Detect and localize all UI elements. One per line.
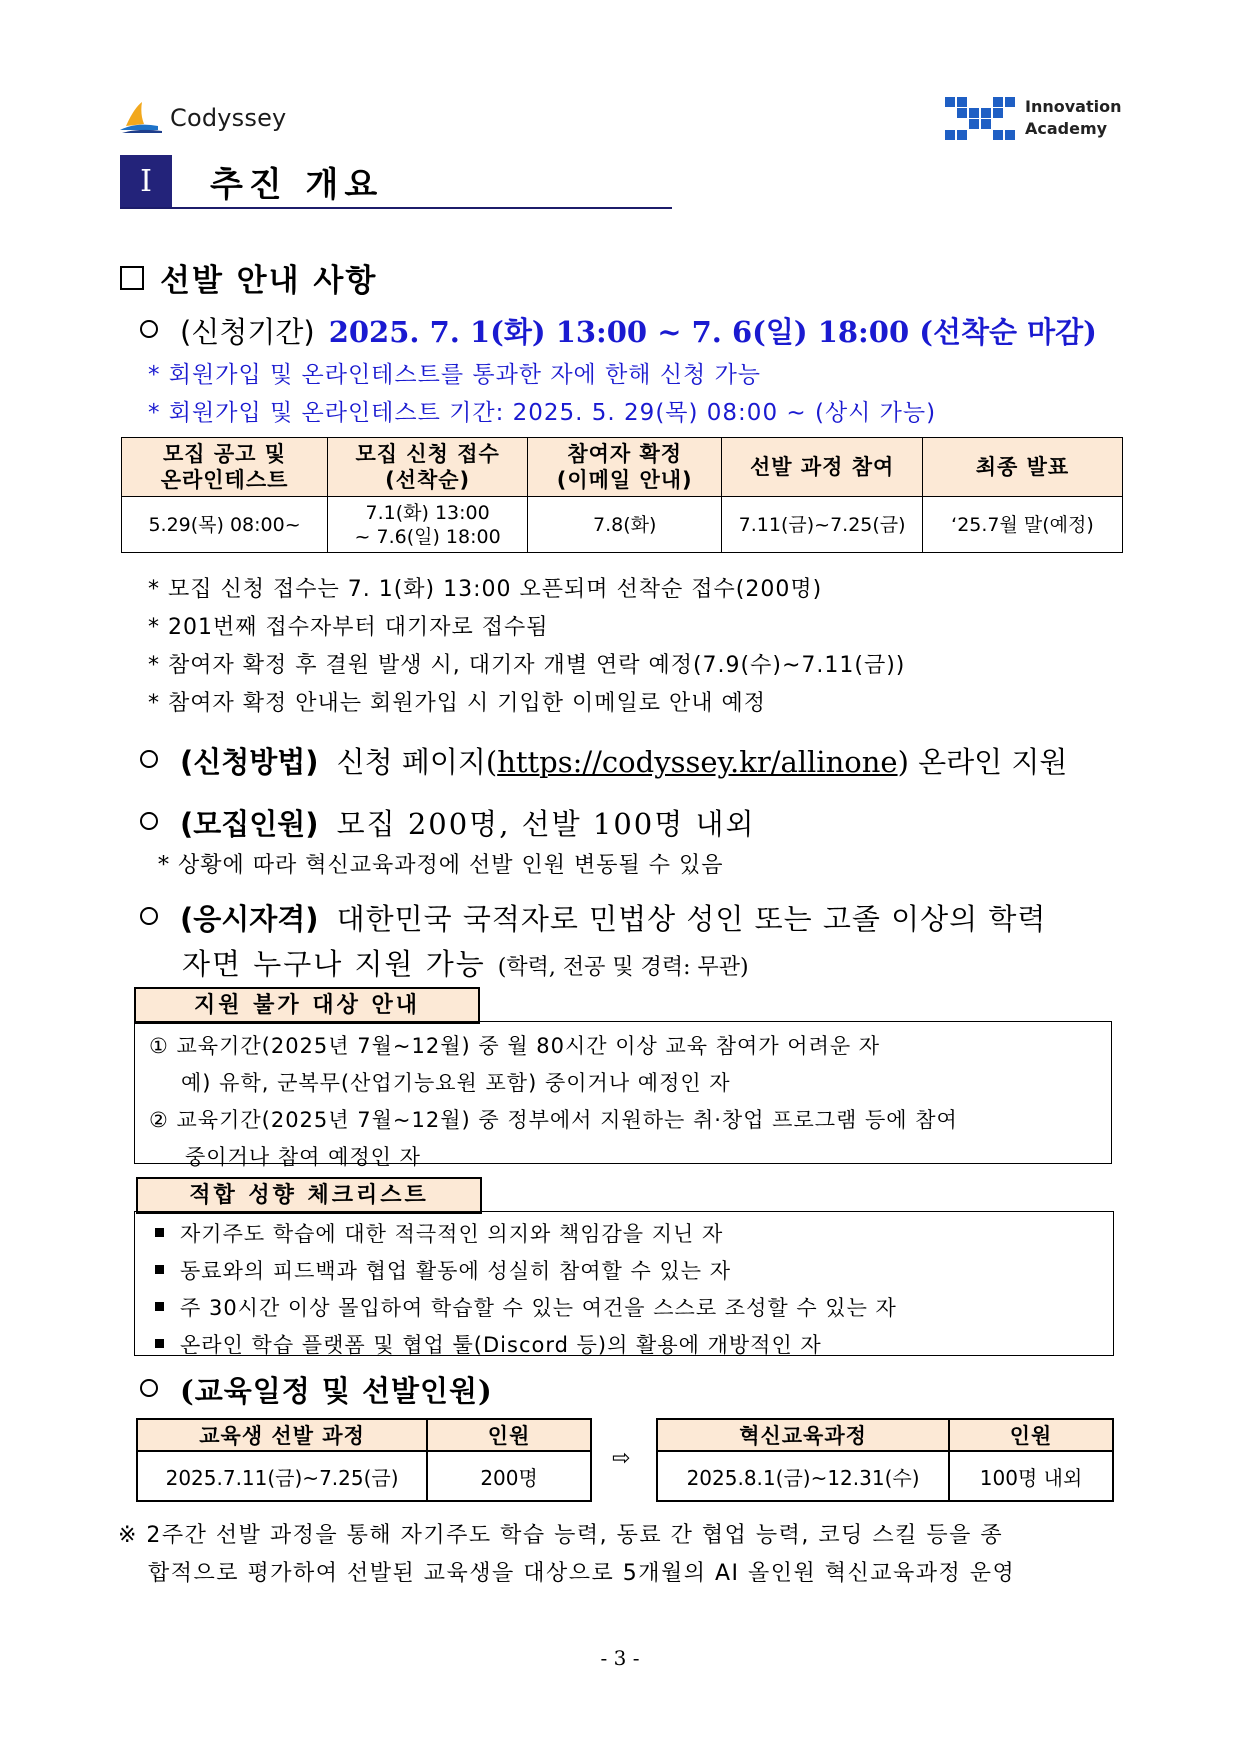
page-number: - 3 - [600,1646,640,1670]
period-label: (신청기간) [180,315,315,349]
table-header: 인원 [427,1419,591,1451]
schedule-cell: 7.1(화) 13:00 ~ 7.6(일) 18:00 [328,497,528,553]
checklist-title: 적합 성향 체크리스트 [136,1177,482,1214]
schedule-note: * 참여자 확정 후 결원 발생 시, 대기자 개별 연락 예정(7.9(수)~7.11(금)) [148,653,906,678]
table-cell: 2025.8.1(금)~12.31(수) [657,1451,949,1501]
recruit-label: (모집인원) [180,807,319,841]
ineligible-title: 지원 불가 대상 안내 [134,987,480,1024]
ineligible-line: 예) 유학, 군복무(산업기능요원 포함) 중이거나 예정인 자 [181,1070,731,1095]
schedule-cell: 7.11(금)~7.25(금) [722,497,923,553]
circle-bullet-icon [140,750,158,768]
ineligible-line: 중이거나 참여 예정인 자 [185,1144,421,1169]
eligibility-line1: 대한민국 국적자로 민법상 성인 또는 고졸 이상의 학력 [336,902,1047,936]
schedule-header: 최종 발표 [923,438,1123,497]
codyssey-wordmark: Codyssey [170,104,287,132]
square-bullet-icon [155,1302,164,1311]
schedule-header: 모집 공고 및 온라인테스트 [122,438,328,497]
eligibility-line2: 자면 누구나 지원 가능 [182,947,486,981]
education-label: (교육일정 및 선발인원) [180,1374,493,1408]
square-bullet-icon [155,1228,164,1237]
circle-bullet-icon [140,320,158,338]
method-item: (신청방법) 신청 페이지( https://codyssey.kr/allinone ) 온라인 지원 [140,740,1067,781]
footer-note-line2: 합적으로 평가하여 선발된 교육생을 대상으로 5개월의 AI 올인원 혁신교육과정 운영 [148,1561,1016,1586]
innovation-course-table [656,1418,1114,1502]
innovation-academy-logo [945,92,1145,144]
checklist-item: 주 30시간 이상 몰입하여 학습할 수 있는 여건을 스스로 조성할 수 있는 자 [135,1288,1113,1325]
innovation-academy-wordmark: Innovation Academy [1025,97,1122,138]
ineligible-line: ① 교육기간(2025년 7월~12월) 중 월 80시간 이상 교육 참여가 어려운 자 [149,1033,881,1058]
square-bullet-icon [155,1339,164,1348]
schedule-cell: 5.29(목) 08:00~ [122,497,328,553]
section-title: 추진 개요 [210,164,384,205]
checklist-item: 온라인 학습 플랫폼 및 협업 툴(Discord 등)의 활용에 개방적인 자 [135,1325,1113,1362]
recruit-value: 모집 200명, 선발 100명 내외 [336,807,756,841]
checklist-item: 동료와의 피드백과 협업 활동에 성실히 참여할 수 있는 자 [135,1251,1113,1288]
codyssey-sail-icon [118,100,164,136]
schedule-cell: 7.8(화) [528,497,722,553]
table-cell: 2025.7.11(금)~7.25(금) [137,1451,427,1501]
application-link[interactable]: https://codyssey.kr/allinone [497,745,898,779]
table-header: 인원 [949,1419,1113,1451]
recruit-note: * 상황에 따라 혁신교육과정에 선발 인원 변동될 수 있음 [158,853,724,878]
section-number: I [120,155,172,207]
ineligible-line: ② 교육기간(2025년 7월~12월) 중 정부에서 지원하는 취·창업 프로그램 등에 참여 [149,1107,958,1132]
period-item [140,310,1097,351]
eligibility-label: (응시자격) [180,902,319,936]
education-item [140,1369,493,1410]
circle-bullet-icon [140,907,158,925]
period-note-1: * 회원가입 및 온라인테스트를 통과한 자에 한해 신청 가능 [148,362,762,388]
eligibility-line2-small: (학력, 전공 및 경력: 무관) [497,955,749,980]
period-value: 2025. 7. 1(화) 13:00 ~ 7. 6(일) 18:00 (선착순 마감) [328,315,1097,349]
table-cell: 100명 내외 [949,1451,1113,1501]
period-note-2: * 회원가입 및 온라인테스트 기간: 2025. 5. 29(목) 08:00 ~ (상시 가능) [148,400,937,426]
recruit-item [140,802,756,843]
selection-course-table [136,1418,592,1502]
table-header: 혁신교육과정 [657,1419,949,1451]
schedule-note: * 모집 신청 접수는 7. 1(화) 13:00 오픈되며 선착순 접수(200명) [148,577,823,602]
method-label: (신청방법) [180,745,319,779]
eligibility-line2-row [182,942,749,983]
arrow-right-icon: ⇨ [612,1446,631,1471]
schedule-note: * 201번째 접수자부터 대기자로 접수됨 [148,615,549,640]
schedule-table [121,437,1123,553]
circle-bullet-icon [140,1379,158,1397]
schedule-data-row [122,497,1123,553]
table-cell: 200명 [427,1451,591,1501]
circle-bullet-icon [140,812,158,830]
ineligible-box [134,1021,1112,1169]
table-header: 교육생 선발 과정 [137,1419,427,1451]
innovation-academy-mark-icon [945,95,1015,141]
schedule-header: 모집 신청 접수 (선착순) [328,438,528,497]
checkbox-square-icon [120,266,144,290]
checklist-box [134,1211,1114,1356]
codyssey-logo [118,96,308,140]
checklist-item: 자기주도 학습에 대한 적극적인 의지와 책임감을 지닌 자 [135,1214,1113,1251]
schedule-header-row [122,438,1123,497]
schedule-header: 참여자 확정 (이메일 안내) [528,438,722,497]
footer-note-line1: ※ 2주간 선발 과정을 통해 자기주도 학습 능력, 동료 간 협업 능력, 코딩 스킬 등을 종 [118,1523,1004,1548]
square-bullet-icon [155,1265,164,1274]
schedule-header: 선발 과정 참여 [722,438,923,497]
selection-guide-heading: 선발 안내 사항 [120,255,377,300]
section-title-bar [120,155,672,209]
schedule-cell: ‘25.7월 말(예정) [923,497,1123,553]
eligibility-item [140,897,1046,938]
schedule-note: * 참여자 확정 안내는 회원가입 시 기입한 이메일로 안내 예정 [148,691,766,716]
